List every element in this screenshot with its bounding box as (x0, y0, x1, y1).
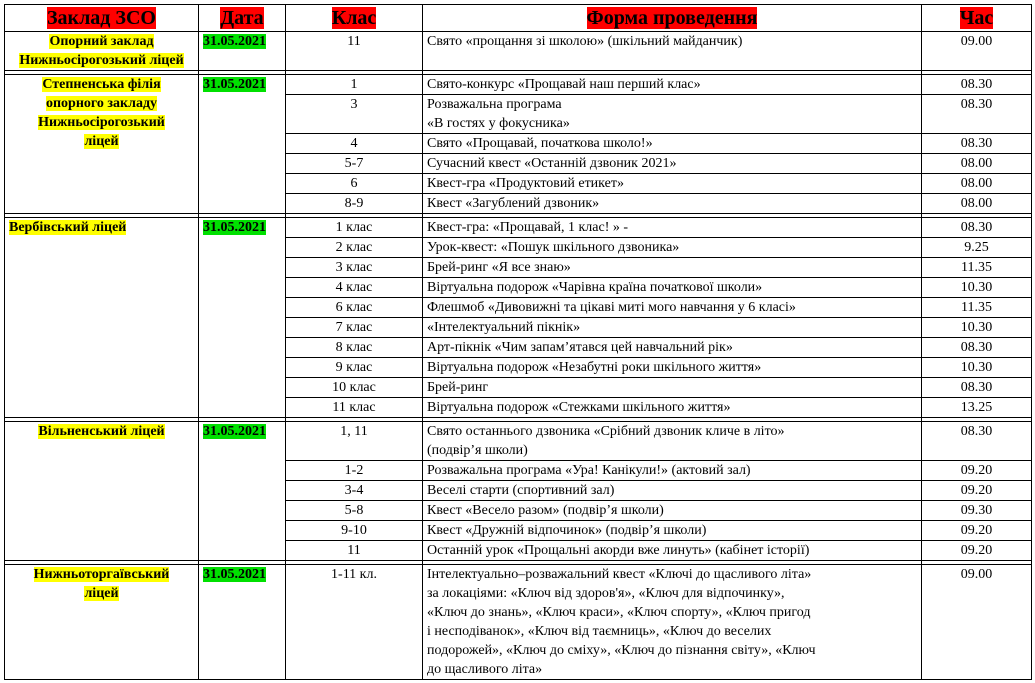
class-cell: 11 (286, 541, 423, 561)
school-name-line: Нижньоторгаївський (33, 567, 170, 582)
form-text-line: Останній урок «Прощальні акорди вже линуть» (кабінет історії) (427, 543, 810, 558)
form-text-line: Віртуальна подорож «Стежками шкільного життя» (427, 400, 731, 415)
header-form (423, 5, 922, 32)
time-cell: 08.30 (922, 75, 1032, 95)
form-text-line: Сучасний квест «Останній дзвоник 2021» (427, 156, 677, 171)
form-cell (423, 298, 922, 318)
form-text-line: Квест-гра «Продуктовий етикет» (427, 176, 624, 191)
class-cell: 10 клас (286, 378, 423, 398)
table-row (5, 422, 1032, 461)
time-cell: 09.30 (922, 501, 1032, 521)
time-cell: 08.30 (922, 95, 1032, 134)
class-cell: 5-8 (286, 501, 423, 521)
time-cell: 08.00 (922, 174, 1032, 194)
school-cell (5, 75, 199, 214)
school-name-line: опорного закладу (45, 96, 158, 111)
class-cell: 9-10 (286, 521, 423, 541)
form-text-line: Квест «Загублений дзвоник» (427, 196, 600, 211)
form-text-line: Урок-квест: «Пошук шкільного дзвоника» (427, 240, 680, 255)
school-name-line: Вільненський ліцей (38, 424, 165, 439)
form-text-line: Квест-гра: «Прощавай, 1 клас! » - (427, 220, 629, 235)
form-cell (423, 398, 922, 418)
time-cell: 10.30 (922, 318, 1032, 338)
header-date (199, 5, 286, 32)
class-cell: 9 клас (286, 358, 423, 378)
class-cell: 1 (286, 75, 423, 95)
class-cell: 4 (286, 134, 423, 154)
form-cell (423, 318, 922, 338)
form-text-line: «Інтелектуальний пікнік» (427, 320, 581, 335)
time-cell: 08.30 (922, 134, 1032, 154)
time-cell: 09.20 (922, 541, 1032, 561)
school-name-line: Опорний заклад (49, 34, 154, 49)
date-cell (199, 565, 286, 680)
form-cell (423, 134, 922, 154)
class-cell: 8 клас (286, 338, 423, 358)
time-cell: 08.30 (922, 218, 1032, 238)
schedule-table (4, 4, 1032, 680)
form-cell (423, 218, 922, 238)
time-cell: 09.20 (922, 481, 1032, 501)
school-cell (5, 565, 199, 680)
form-text-line: Розважальна програма «Ура! Канікули!» (актовий зал) (427, 463, 751, 478)
class-cell: 5-7 (286, 154, 423, 174)
form-text-line: Веселі старти (спортивний зал) (427, 483, 615, 498)
table-row (5, 75, 1032, 95)
form-text-line: Свято «Прощавай, початкова школо!» (427, 136, 653, 151)
form-text-line: Розважальна програма (427, 97, 562, 112)
class-cell: 6 (286, 174, 423, 194)
class-cell: 3 (286, 95, 423, 134)
form-cell (423, 338, 922, 358)
school-name-line: Вербівський ліцей (9, 220, 127, 235)
time-cell: 08.30 (922, 378, 1032, 398)
form-cell (423, 174, 922, 194)
date-cell (199, 32, 286, 71)
form-cell (423, 461, 922, 481)
class-cell: 1-2 (286, 461, 423, 481)
form-cell (423, 194, 922, 214)
school-name-line: Нижньосірогозький ліцей (19, 53, 184, 68)
header-school-label: Заклад ЗСО (47, 7, 156, 29)
time-cell: 08.30 (922, 422, 1032, 461)
class-cell: 11 (286, 32, 423, 71)
header-date-label: Дата (220, 7, 264, 29)
form-text-line: Свято «прощання зі школою» (шкільний майданчик) (427, 34, 743, 49)
form-text-line: Віртуальна подорож «Чарівна країна початкової школи» (427, 280, 763, 295)
class-cell: 1, 11 (286, 422, 423, 461)
school-cell (5, 422, 199, 561)
time-cell: 09.00 (922, 565, 1032, 680)
time-cell: 11.35 (922, 298, 1032, 318)
form-cell (423, 258, 922, 278)
time-cell: 13.25 (922, 398, 1032, 418)
form-text-line: Інтелектуально–розважальний квест «Ключі до щасливого літа» (427, 567, 812, 582)
form-text-line: Свято-конкурс «Прощавай наш перший клас» (427, 77, 701, 92)
form-cell (423, 501, 922, 521)
time-cell: 08.30 (922, 338, 1032, 358)
date-cell (199, 422, 286, 561)
school-name-line: ліцей (84, 134, 119, 149)
class-cell: 3-4 (286, 481, 423, 501)
class-cell: 8-9 (286, 194, 423, 214)
school-cell (5, 32, 199, 71)
form-cell (423, 565, 922, 680)
form-cell (423, 32, 922, 71)
form-cell (423, 422, 922, 461)
time-cell: 10.30 (922, 278, 1032, 298)
table-row (5, 32, 1032, 71)
class-cell: 11 клас (286, 398, 423, 418)
form-text-line: Арт-пікнік «Чим запам’ятався цей навчальний рік» (427, 340, 733, 355)
header-time (922, 5, 1032, 32)
event-date: 31.05.2021 (203, 567, 266, 582)
form-text-line: Квест «Весело разом» (подвір’я школи) (427, 503, 664, 518)
header-row (5, 5, 1032, 32)
form-cell (423, 541, 922, 561)
form-cell (423, 521, 922, 541)
form-text-line: «Ключ до знань», «Ключ краси», «Ключ спорту», «Ключ пригод (427, 605, 811, 620)
form-text-line: Квест «Дружній відпочинок» (подвір’я школи) (427, 523, 707, 538)
class-cell: 3 клас (286, 258, 423, 278)
class-cell: 4 клас (286, 278, 423, 298)
form-cell (423, 378, 922, 398)
school-name-line: Нижньосірогозький (38, 115, 165, 130)
class-cell: 6 клас (286, 298, 423, 318)
event-date: 31.05.2021 (203, 424, 266, 439)
form-cell (423, 481, 922, 501)
form-cell (423, 238, 922, 258)
header-class-label: Клас (331, 7, 377, 29)
form-cell (423, 95, 922, 134)
form-text-line: (подвір’я школи) (427, 443, 528, 458)
time-cell: 09.20 (922, 461, 1032, 481)
time-cell: 08.00 (922, 154, 1032, 174)
event-date: 31.05.2021 (203, 77, 266, 92)
header-form-label: Форма проведення (586, 7, 758, 29)
form-text-line: і несподіванок», «Ключ від таємниць», «Ключ до веселих (427, 624, 772, 639)
header-time-label: Час (959, 7, 994, 29)
form-text-line: Брей-ринг (427, 380, 489, 395)
form-text-line: за локаціями: «Ключ від здоров'я», «Ключ для відпочинку», (427, 586, 785, 601)
time-cell: 09.20 (922, 521, 1032, 541)
school-cell (5, 218, 199, 418)
event-date: 31.05.2021 (203, 34, 266, 49)
form-cell (423, 358, 922, 378)
form-text-line: Брей-ринг «Я все знаю» (427, 260, 571, 275)
event-date: 31.05.2021 (203, 220, 266, 235)
class-cell: 1 клас (286, 218, 423, 238)
table-row (5, 565, 1032, 680)
table-row (5, 218, 1032, 238)
form-text-line: Віртуальна подорож «Незабутні роки шкільного життя» (427, 360, 762, 375)
header-class (286, 5, 423, 32)
form-cell (423, 154, 922, 174)
school-name-line: ліцей (84, 586, 119, 601)
school-name-line: Степненська філія (42, 77, 161, 92)
time-cell: 09.00 (922, 32, 1032, 71)
date-cell (199, 218, 286, 418)
class-cell: 7 клас (286, 318, 423, 338)
form-text-line: Флешмоб «Дивовижні та цікаві миті мого навчання у 6 класі» (427, 300, 796, 315)
date-cell (199, 75, 286, 214)
form-text-line: подорожей», «Ключ до сміху», «Ключ до пізнання світу», «Ключ (427, 643, 816, 658)
form-cell (423, 278, 922, 298)
form-text-line: до щасливого літа» (427, 662, 543, 677)
header-school (5, 5, 199, 32)
time-cell: 11.35 (922, 258, 1032, 278)
time-cell: 9.25 (922, 238, 1032, 258)
form-text-line: «В гостях у фокусника» (427, 116, 570, 131)
class-cell: 2 клас (286, 238, 423, 258)
time-cell: 08.00 (922, 194, 1032, 214)
class-cell: 1-11 кл. (286, 565, 423, 680)
form-text-line: Свято останнього дзвоника «Срібний дзвоник кличе в літо» (427, 424, 785, 439)
time-cell: 10.30 (922, 358, 1032, 378)
form-cell (423, 75, 922, 95)
